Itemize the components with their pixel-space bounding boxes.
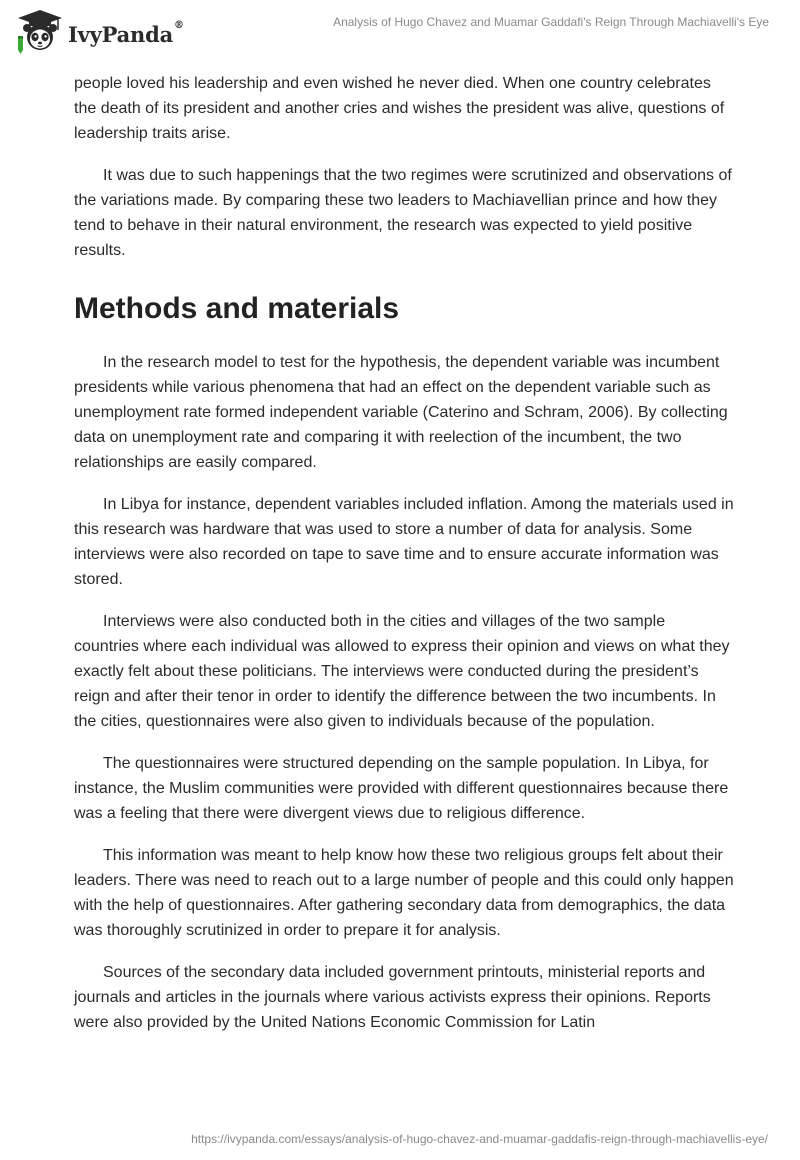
footer-url[interactable]: https://ivypanda.com/essays/analysis-of-hugo-chavez-and-muamar-gaddafis-reign-through-machiavellis-eye/ (191, 1132, 768, 1146)
logo[interactable] (14, 8, 184, 56)
paragraph: In Libya for instance, dependent variables included inflation. Among the materials used in this research was hardware that was used to store a number of data for analysis. Some interviews were also recorded on tape to save time and to ensure accurate information was stored. (74, 496, 734, 588)
paragraph: This information was meant to help know how these two religious groups felt about their leaders. There was need to reach out to a large number of people and this could only happen with the help of questionnaires. After gathering secondary data from demographics, the data was thoroughly scrutinized in order to prepare it for analysis. (74, 847, 734, 939)
page-header (0, 0, 800, 62)
paragraph: The questionnaires were structured depending on the sample population. In Libya, for instance, the Muslim communities were provided with different questionnaires because there was a feeling that there were divergent views due to religious difference. (74, 755, 729, 822)
paragraph: Interviews were also conducted both in the cities and villages of the two sample countries where each individual was allowed to express their opinion and views on what they exactly felt about these politicians. The interviews were conducted during the president’s reign and after their tenor in order to identify the difference between the two incumbents. In the cities, questionnaires were also given to individuals because of the population. (74, 613, 730, 730)
panda-graduate-icon (14, 8, 66, 56)
document-title: Analysis of Hugo Chavez and Muamar Gaddafi's Reign Through Machiavelli's Eye (333, 15, 769, 29)
paragraph: Sources of the secondary data included government printouts, ministerial reports and journals and articles in the journals where various activists express their opinions. Reports were also provided by the United Nations Economic Commission for Latin (74, 964, 711, 1031)
logo-text: IvyPanda® (68, 19, 184, 47)
paragraph: It was due to such happenings that the two regimes were scrutinized and observations of the variations made. By comparing these two leaders to Machiavellian prince and how they tend to behave in their natural environment, the research was expected to yield positive results. (74, 167, 732, 259)
paragraph: people loved his leadership and even wished he never died. When one country celebrates the death of its president and another cries and wishes the president was alive, questions of leadership traits arise. (74, 75, 725, 142)
paragraph: In the research model to test for the hypothesis, the dependent variable was incumbent presidents while various phenomena that had an effect on the dependent variable such as unemployment rate formed independent variable (Caterino and Schram, 2006). By collecting data on unemployment rate and comparing it with reelection of the incumbent, the two relationships are easily compared. (74, 354, 728, 471)
essay-content (74, 71, 734, 1052)
section-heading: Methods and materials (74, 292, 400, 325)
